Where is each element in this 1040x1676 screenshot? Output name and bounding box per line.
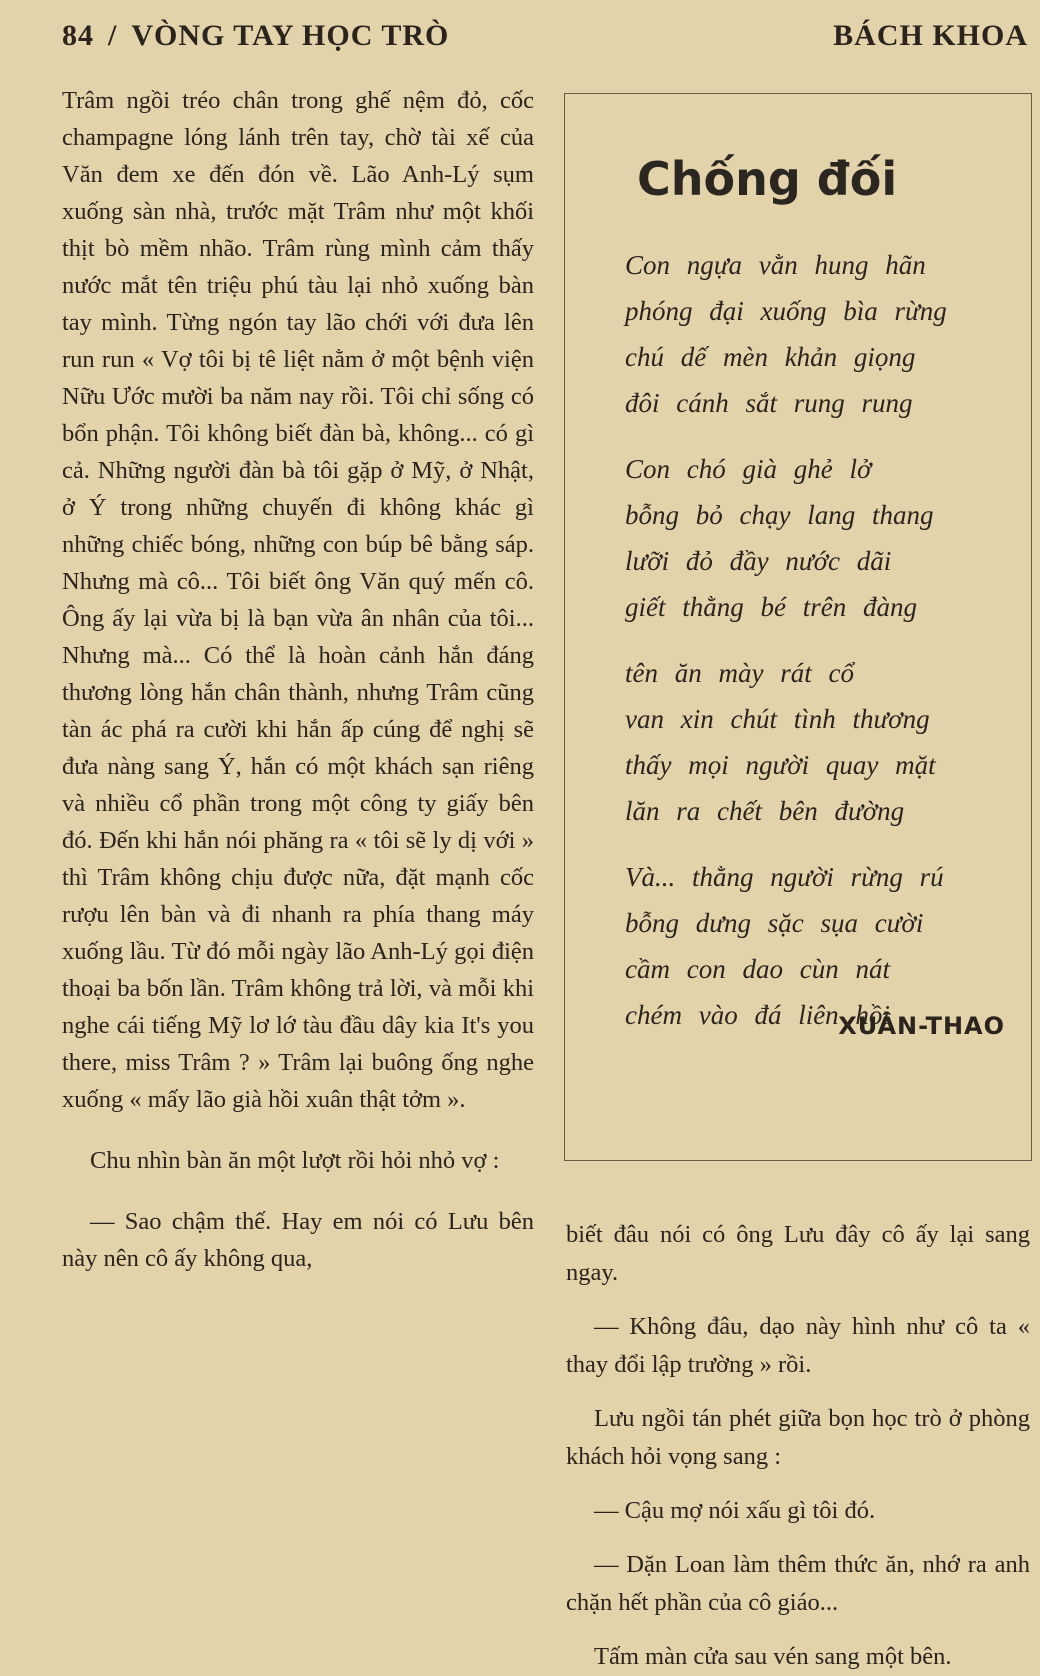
poem-line: lưỡi đỏ đầy nước dãi: [625, 546, 892, 576]
right-column: [566, 1216, 1030, 1676]
poem-line: tên ăn mày rát cổ: [625, 658, 854, 688]
story-paragraph-3: — Sao chậm thế. Hay em nói có Lưu bên này nên cô ấy không qua,: [62, 1208, 534, 1272]
poem-line: Và... thằng người rừng rú: [625, 862, 944, 892]
story-paragraph-2: Chu nhìn bàn ăn một lượt rồi hỏi nhỏ vợ :: [90, 1147, 500, 1174]
page-header: [62, 14, 1028, 58]
section-title: VÒNG TAY HỌC TRÒ: [131, 19, 450, 52]
poem-box: [564, 93, 1032, 1161]
story-paragraph: — Cậu mợ nói xấu gì tôi đó.: [594, 1497, 876, 1524]
poem-line: lăn ra chết bên đường: [625, 796, 905, 826]
poem-author: XUÂN-THAO: [838, 1012, 1005, 1040]
poem-title: Chống đối: [637, 152, 898, 206]
poem-line: phóng đại xuống bìa rừng: [625, 296, 947, 326]
story-paragraph-1: Trâm ngồi tréo chân trong ghế nệm đỏ, cốc champagne lóng lánh trên tay, chờ tài xế của Văn đem xe đến đón về. Lão Anh-Lý sụm xuống sàn nhà, trước mặt Trâm như một khối thịt bò mềm nhão. Trâm rùng mình cảm thấy nước mắt tên triệu phú tàu lại nhỏ xuống bàn tay mình. Từng ngón tay lão chới với đưa lên run run « Vợ tôi bị tê liệt nằm ở một bệnh viện Nữu Ước mười ba năm nay rồi. Tôi chỉ sống có bổn phận. Tôi không biết đàn bà, không... có gì cả. Những người đàn bà tôi gặp ở Mỹ, ở Nhật, ở Ý trong những chuyến đi không khác gì những chiếc bóng, những con búp bê bằng sáp. Nhưng mà cô... Tôi biết ông Văn quý mến cô. Ông ấy lại vừa bị là bạn vừa ân nhân của tôi... Nhưng mà... Có thể là hoàn cảnh hắn đáng thương lòng hắn chân thành, nhưng Trâm cũng tàn ác phá ra cười khi hắn ấp cúng để nghị sẽ đưa nàng sang Ý, hắn có một khách sạn riêng và nhiều cổ phần trong một công ty giấy bên đó. Đến khi hắn nói phăng ra « tôi sẽ ly dị với » thì Trâm không chịu được nữa, đặt mạnh cốc rượu lên bàn và đi nhanh ra phía thang máy xuống lầu. Từ đó mỗi ngày lão Anh-Lý gọi điện thoại ba bốn lần. Trâm không trả lời, và mỗi khi nghe cái tiếng Mỹ lơ lớ tàu đầu dây kia It's you there, miss Trâm ? » Trâm lại buông ống nghe xuống « mấy lão già hồi xuân thật tởm ».: [62, 87, 534, 1113]
story-paragraph: — Không đâu, dạo này hình như cô ta « thay đổi lập trường » rồi.: [566, 1313, 1030, 1378]
poem-line: cầm con dao cùn nát: [625, 954, 890, 984]
poem-line: thấy mọi người quay mặt: [625, 750, 936, 780]
story-paragraph: biết đâu nói có ông Lưu đây cô ấy lại sang ngay.: [566, 1221, 1030, 1286]
header-separator: /: [108, 19, 118, 52]
page-number: 84: [62, 19, 94, 52]
left-column: [62, 82, 534, 1277]
header-left: [62, 19, 449, 53]
poem-line: Con chó già ghẻ lở: [625, 454, 872, 484]
poem-line: chém vào đá liên hồi: [625, 1000, 890, 1030]
poem-line: van xin chút tình thương: [625, 704, 930, 734]
poem-stanza-3: [625, 650, 1011, 834]
story-paragraph: — Dặn Loan làm thêm thức ăn, nhớ ra anh chặn hết phần của cô giáo...: [566, 1551, 1030, 1616]
poem-line: chú dế mèn khản giọng: [625, 342, 916, 372]
poem-line: bỗng dưng sặc sụa cười: [625, 908, 924, 938]
story-paragraph: Lưu ngồi tán phét giữa bọn học trò ở phòng khách hỏi vọng sang :: [566, 1405, 1030, 1470]
poem-line: Con ngựa vằn hung hãn: [625, 250, 926, 280]
poem-stanza-4: [625, 854, 1011, 1038]
publication-name: BÁCH KHOA: [833, 19, 1028, 52]
poem-line: bỗng bỏ chạy lang thang: [625, 500, 934, 530]
poem-line: đôi cánh sắt rung rung: [625, 388, 913, 418]
poem-stanza-1: [625, 242, 1011, 426]
poem-line: giết thằng bé trên đàng: [625, 592, 917, 622]
poem-stanza-2: [625, 446, 1011, 630]
story-paragraph: Tấm màn cửa sau vén sang một bên.: [594, 1643, 952, 1670]
poem-stanzas: [625, 242, 1011, 1058]
